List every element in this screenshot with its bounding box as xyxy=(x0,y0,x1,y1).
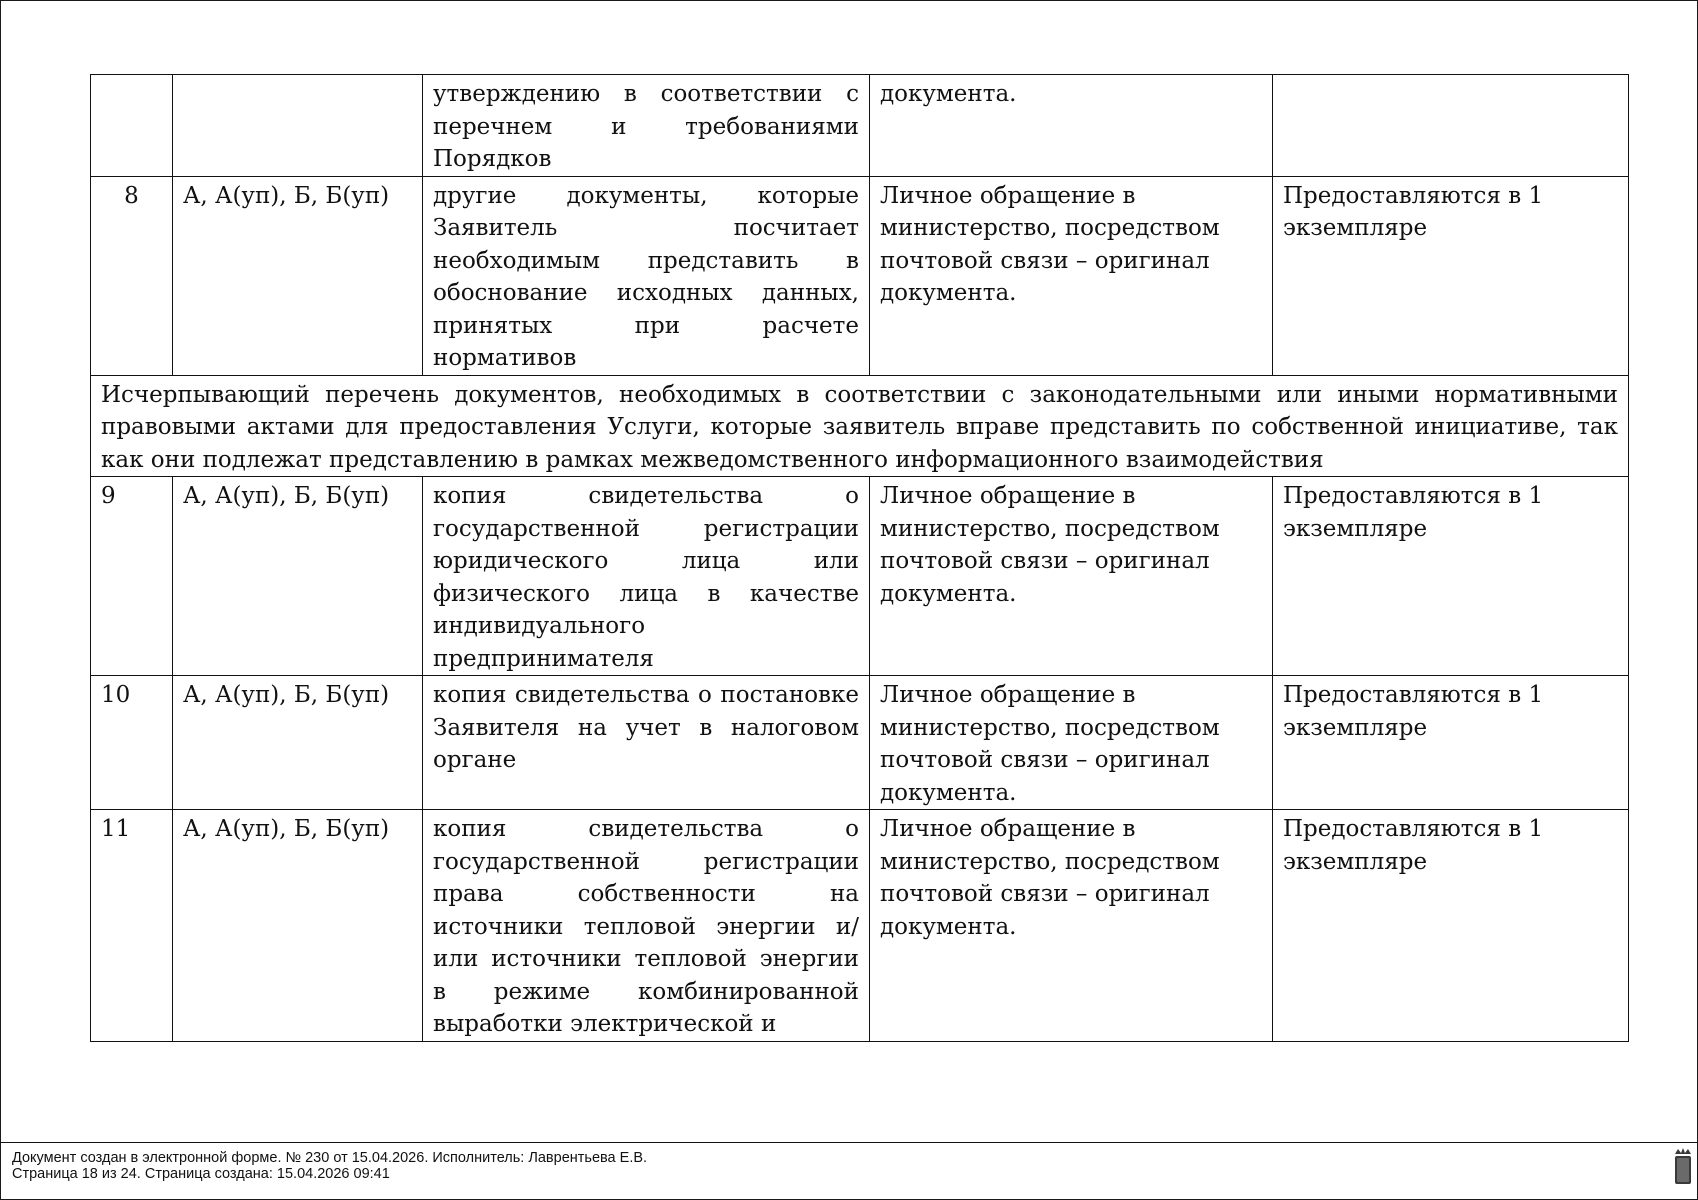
cell-document: утверждению в соответствии с перечнем и требованиями Порядков xyxy=(423,75,870,177)
cell-num: 11 xyxy=(91,810,173,1042)
cell-document: копия свидетельства о государственной регистрации права собственности на источники тепловой энергии и/или источники тепловой энергии в режиме комбинированной выработки электрической и xyxy=(423,810,870,1042)
cell-method: документа. xyxy=(870,75,1273,177)
table-row-9 xyxy=(91,477,1629,676)
footer-line-1: Документ создан в электронной форме. № 230 от 15.04.2026. Исполнитель: Лаврентьева Е.В. xyxy=(12,1150,648,1166)
cell-category: А, А(уп), Б, Б(уп) xyxy=(173,176,423,375)
cell-category: А, А(уп), Б, Б(уп) xyxy=(173,477,423,676)
cell-copies: Предоставляются в 1 экземпляре xyxy=(1273,676,1629,810)
footer-line-2: Страница 18 из 24. Страница создана: 15.04.2026 09:41 xyxy=(12,1166,390,1182)
cell-category: А, А(уп), Б, Б(уп) xyxy=(173,810,423,1042)
cell-method: Личное обращение в министерство, посредством почтовой связи – оригинал документа. xyxy=(870,176,1273,375)
coat-of-arms-icon xyxy=(1672,1146,1694,1186)
section-heading-row xyxy=(91,375,1629,477)
cell-document: копия свидетельства о постановке Заявителя на учет в налоговом органе xyxy=(423,676,870,810)
cell-document: копия свидетельства о государственной регистрации юридического лица или физического лица в качестве индивидуального предпринимателя xyxy=(423,477,870,676)
table-row-10 xyxy=(91,676,1629,810)
cell-category: А, А(уп), Б, Б(уп) xyxy=(173,676,423,810)
cell-document: другие документы, которые Заявитель посчитает необходимым представить в обоснование исходных данных, принятых при расчете нормативов xyxy=(423,176,870,375)
cell-num: 9 xyxy=(91,477,173,676)
cell-method: Личное обращение в министерство, посредством почтовой связи – оригинал документа. xyxy=(870,810,1273,1042)
section-heading: Исчерпывающий перечень документов, необходимых в соответствии с законодательными или иными нормативными правовыми актами для предоставления Услуги, которые заявитель вправе представить по собственной инициативе, так как они подлежат представлению в рамках межведомственного информационного взаимодействия xyxy=(91,375,1629,477)
cell-copies: Предоставляются в 1 экземпляре xyxy=(1273,810,1629,1042)
table-row-continuation xyxy=(91,75,1629,177)
cell-num: 8 xyxy=(91,176,173,375)
cell-copies xyxy=(1273,75,1629,177)
cell-num xyxy=(91,75,173,177)
cell-method: Личное обращение в министерство, посредством почтовой связи – оригинал документа. xyxy=(870,676,1273,810)
footer-divider xyxy=(0,1142,1698,1143)
cell-num: 10 xyxy=(91,676,173,810)
table-row-11 xyxy=(91,810,1629,1042)
documents-table xyxy=(90,74,1629,1042)
cell-category xyxy=(173,75,423,177)
footer-info xyxy=(12,1150,647,1182)
cell-copies: Предоставляются в 1 экземпляре xyxy=(1273,176,1629,375)
cell-copies: Предоставляются в 1 экземпляре xyxy=(1273,477,1629,676)
table-row-8 xyxy=(91,176,1629,375)
cell-method: Личное обращение в министерство, посредством почтовой связи – оригинал документа. xyxy=(870,477,1273,676)
